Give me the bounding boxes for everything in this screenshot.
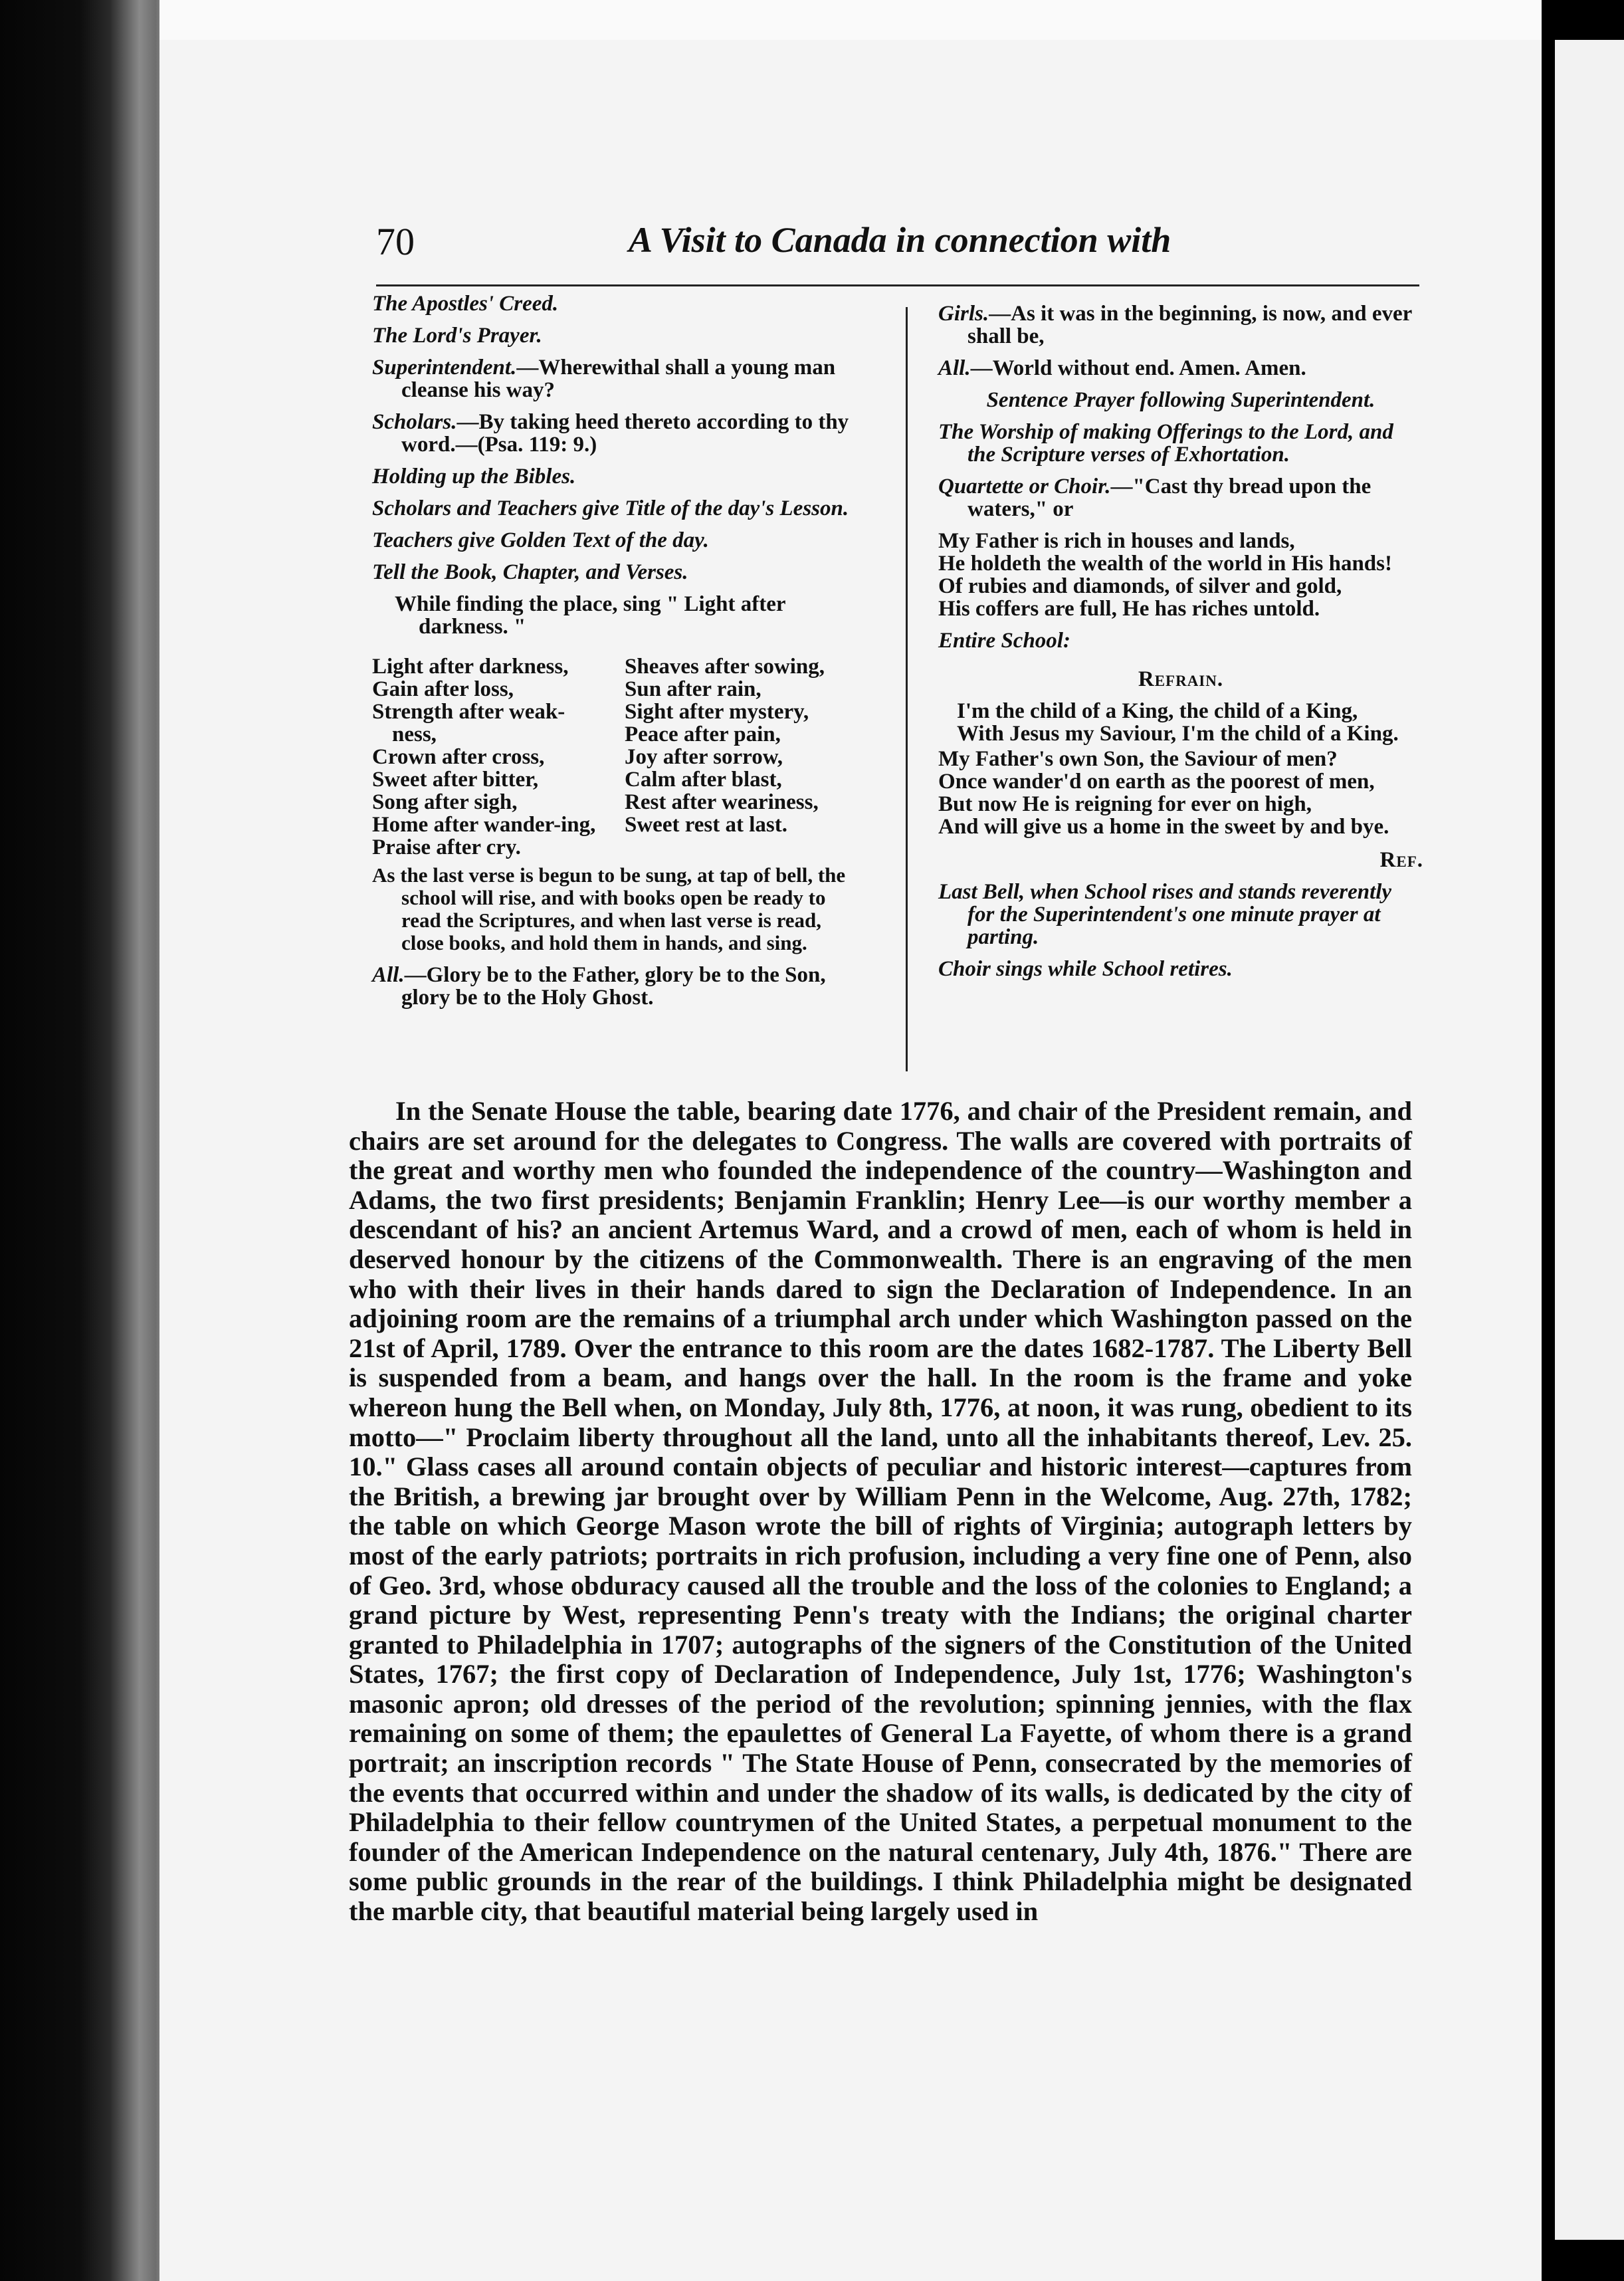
hymn-line: Rest after weariness, [625, 790, 819, 814]
scholars-line [372, 411, 864, 456]
all-label: All. [372, 963, 405, 987]
hymn-line: Sheaves after sowing, [625, 655, 825, 679]
hymn-line: Sight after mystery, [625, 700, 809, 724]
sentence-prayer: Sentence Prayer following Superintendent. [986, 388, 1375, 412]
tell-book: Tell the Book, Chapter, and Verses. [372, 560, 688, 584]
page-number: 70 [376, 220, 415, 263]
verse-line: My Father is rich in houses and lands, [938, 529, 1295, 553]
superintendent-line [372, 356, 864, 401]
running-head [376, 219, 1419, 279]
hymn-line: Home after wander-ing, [372, 813, 596, 837]
ref-marker: Ref. [1379, 848, 1423, 872]
all-glory-text: —Glory be to the Father, glory be to the Son, glory be to the Holy Ghost. [401, 963, 826, 1010]
header-rule [376, 284, 1419, 286]
last-bell: Last Bell, when School rises and stands reverently for the Superintendent's one minute prayer at parting. [938, 880, 1392, 949]
hymn-light-after-darkness [372, 655, 864, 859]
choir-retires: Choir sings while School retires. [938, 957, 1233, 981]
hymn-line: Gain after loss, [372, 677, 514, 701]
hymn-line: Song after sigh, [372, 790, 518, 814]
all-label: All. [938, 356, 971, 380]
verse-line: And will give us a home in the sweet by and bye. [938, 815, 1389, 839]
verse-line: Once wander'd on earth as the poorest of men, [938, 770, 1375, 794]
girls-text: —As it was in the beginning, is now, and ever shall be, [967, 302, 1412, 348]
hymn-line: Sun after rain, [625, 677, 761, 701]
apostles-creed: The Apostles' Creed. [372, 292, 559, 316]
quartette-text: —"Cast thy bread upon the waters," or [967, 475, 1371, 521]
verse-line: My Father's own Son, the Saviour of men? [938, 747, 1338, 771]
refrain [938, 700, 1423, 745]
hymn-line: Strength after weak-ness, [372, 700, 565, 746]
column-divider [906, 307, 908, 1071]
worship-offerings: The Worship of making Offerings to the Lord, and the Scripture verses of Exhortation. [938, 420, 1393, 467]
girls-label: Girls. [938, 302, 989, 326]
facing-page-edge [1555, 40, 1624, 2240]
hymn-line: Crown after cross, [372, 745, 545, 769]
body-paragraph: In the Senate House the table, bearing date 1776, and chair of the President remain, and chairs are set around for the delegates to Congress. The walls are covered with portraits of the great and worthy men who founded the independence of the country—Washington and Adams, the two first presidents; Benjamin Franklin; Henry Lee—is our worthy member a descendant of his? an ancient Artemus Ward, and a crowd of men, each of whom is held in deserved honour by the citizens of the Commonwealth. There is an engraving of the men who with their lives in their hands dared to sign the Declaration of Independence. In an adjoining room are the remains of a triumphal arch under which Washington passed on the 21st of April, 1789. Over the entrance to this room are the dates 1682-1787. The Liberty Bell is suspended from a beam, and hangs over the hall. In the room is the frame and yoke whereon hung the Bell when, on Monday, July 8th, 1776, at noon, it was rung, obedient to its motto—" Proclaim liberty throughout all the land, unto all the inhabitants thereof, Lev. 25. 10." Glass cases all around contain objects of peculiar and historic interest—captures from the British, a brewing jar brought over by William Penn in the Welcome, Aug. 27th, 1782; the table on which George Mason wrote the bill of rights of Virginia; autograph letters by most of the early patriots; portraits in rich profusion, including a very fine one of Penn, also of Geo. 3rd, whose obduracy caused all the trouble and the loss of the colonies to England; a grand picture by West, representing Penn's treaty with the Indians; the original charter granted to Philadelphia in 1707; autographs of the signers of the Constitution of the United States, 1767; the first copy of Declaration of Independence, July 1st, 1776; Washington's masonic apron; old dresses of the period of the revolution; spinning jennies, with the flax remaining on some of them; the epaulettes of General La Fayette, of whom there is a grand portrait; an inscription records " The State House of Penn, consecrated by the memories of the events that occurred within and under the shadow of its walls, is dedicated by the city of Philadelphia to their fellow countrymen of the United States, a perpetual monument to the founder of the American Independence on the natural centenary, July 4th, 1876." There are some public grounds in the rear of the buildings. I think Philadelphia might be designated the marble city, that beautiful material being largely used in [349, 1096, 1412, 1927]
scholars-label: Scholars. [372, 410, 457, 434]
all-amen-text: —World without end. Amen. Amen. [970, 356, 1306, 380]
hymn-line: Joy after sorrow, [625, 745, 783, 769]
verse-line: But now He is reigning for ever on high, [938, 792, 1312, 816]
hymn-line: Sweet rest at last. [625, 813, 787, 837]
refrain-line: I'm the child of a King, the child of a King, [957, 699, 1358, 723]
scholars-text: —By taking heed thereto according to thy word.—(Psa. 119: 9.) [401, 410, 849, 457]
entire-school: Entire School: [938, 629, 1070, 653]
refrain-line: With Jesus my Saviour, I'm the child of a King. [957, 722, 1399, 746]
refrain-heading: Refrain. [1138, 667, 1224, 691]
superintendent-label: Superintendent. [372, 356, 517, 380]
verse-two [938, 748, 1423, 838]
verse-line: He holdeth the wealth of the world in His hands! [938, 552, 1392, 576]
quartette-line [938, 475, 1423, 520]
hymn-line: Sweet after bitter, [372, 768, 539, 792]
order-of-service-left-column [372, 292, 864, 1018]
last-verse-note: As the last verse is begun to be sung, at tap of bell, the school will rise, and with books open be ready to read the Scriptures, and when last verse is read, close books, and hold them in hands, and sing. [372, 863, 846, 954]
verse-line: His coffers are full, He has riches untold. [938, 597, 1320, 621]
lords-prayer: The Lord's Prayer. [372, 324, 542, 348]
hymn-line: Light after darkness, [372, 655, 569, 679]
hymn-line: Praise after cry. [372, 835, 521, 859]
title-lesson: Scholars and Teachers give Title of the day's Lesson. [372, 496, 849, 520]
quartette-label: Quartette or Choir. [938, 475, 1111, 498]
holding-bibles: Holding up the Bibles. [372, 465, 576, 489]
golden-text: Teachers give Golden Text of the day. [372, 528, 709, 552]
all-amen-line [938, 357, 1423, 380]
finding-place: While finding the place, sing " Light after darkness. " [395, 592, 785, 639]
all-glory-line [372, 964, 864, 1009]
running-title: A Visit to Canada in connection with [629, 220, 1171, 260]
page-top-edge [159, 0, 1542, 40]
hymn-left-column [372, 655, 605, 859]
hymn-right-column [625, 655, 857, 859]
verse-one [938, 530, 1423, 620]
hymn-line: Calm after blast, [625, 768, 782, 792]
hymn-line: Peace after pain, [625, 722, 781, 746]
girls-line [938, 302, 1423, 348]
verse-line: Of rubies and diamonds, of silver and gold, [938, 574, 1342, 598]
order-of-service-right-column [938, 302, 1423, 990]
superintendent-text: —Wherewithal shall a young man cleanse his way? [401, 356, 836, 402]
